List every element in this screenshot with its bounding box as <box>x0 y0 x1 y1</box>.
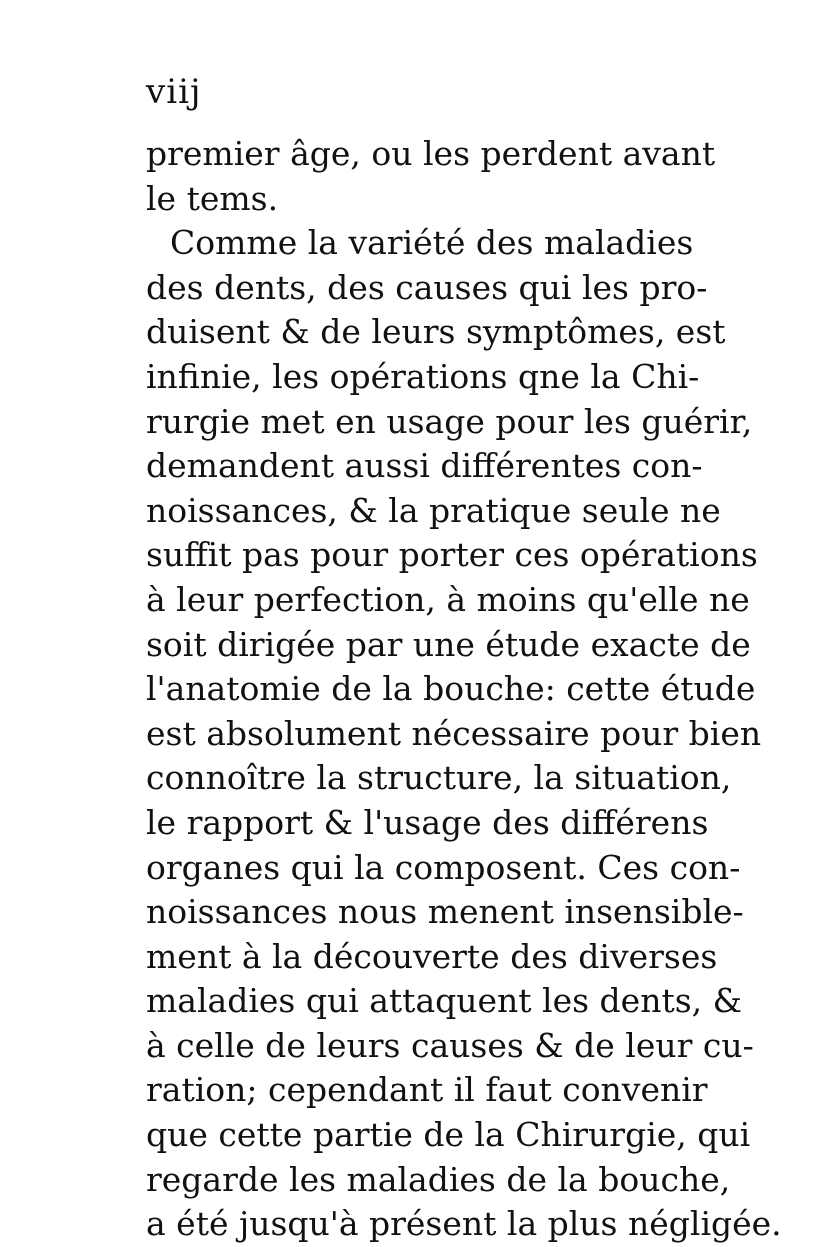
text-line: le rapport & l'usage des différens <box>146 802 709 842</box>
text-line: à leur perfection, à moins qu'elle ne <box>146 579 750 619</box>
page-number: viij <box>146 72 202 112</box>
text-line: maladies qui attaquent les dents, & <box>146 981 742 1021</box>
text-line: est absolument nécessaire pour bien <box>146 713 762 753</box>
text-line: noissances nous menent insensible- <box>146 892 744 932</box>
text-line: l'anatomie de la bouche: cette étude <box>146 669 756 709</box>
text-line: ration; cependant il faut convenir <box>146 1070 708 1110</box>
text-line: que cette partie de la Chirurgie, qui <box>146 1115 751 1155</box>
text-line: demandent aussi différentes con- <box>146 446 703 486</box>
text-line: regarde les maladies de la bouche, <box>146 1159 731 1199</box>
text-line: premier âge, ou les perdent avant <box>146 134 716 173</box>
body-text <box>146 132 782 1247</box>
text-line: duisent & de leurs symptômes, est <box>146 312 726 352</box>
text-line: ment à la découverte des diverses <box>146 936 718 976</box>
text-line: infinie, les opérations qne la Chi- <box>146 356 700 396</box>
text-line: a été jusqu'à présent la plus négligée. <box>146 1204 782 1244</box>
text-line: des dents, des causes qui les pro- <box>146 267 708 307</box>
paragraph-first-line: Comme la variété des maladies <box>170 223 694 263</box>
text-line: le tems. <box>146 178 279 218</box>
text-line: à celle de leurs causes & de leur cu- <box>146 1025 754 1065</box>
text-line: suffit pas pour porter ces opérations <box>146 535 758 575</box>
text-line: organes qui la composent. Ces con- <box>146 847 741 887</box>
text-line: noissances, & la pratique seule ne <box>146 490 721 530</box>
text-line: connoître la structure, la situation, <box>146 758 732 798</box>
text-line: rurgie met en usage pour les guérir, <box>146 401 753 441</box>
text-line: soit dirigée par une étude exacte de <box>146 624 751 664</box>
